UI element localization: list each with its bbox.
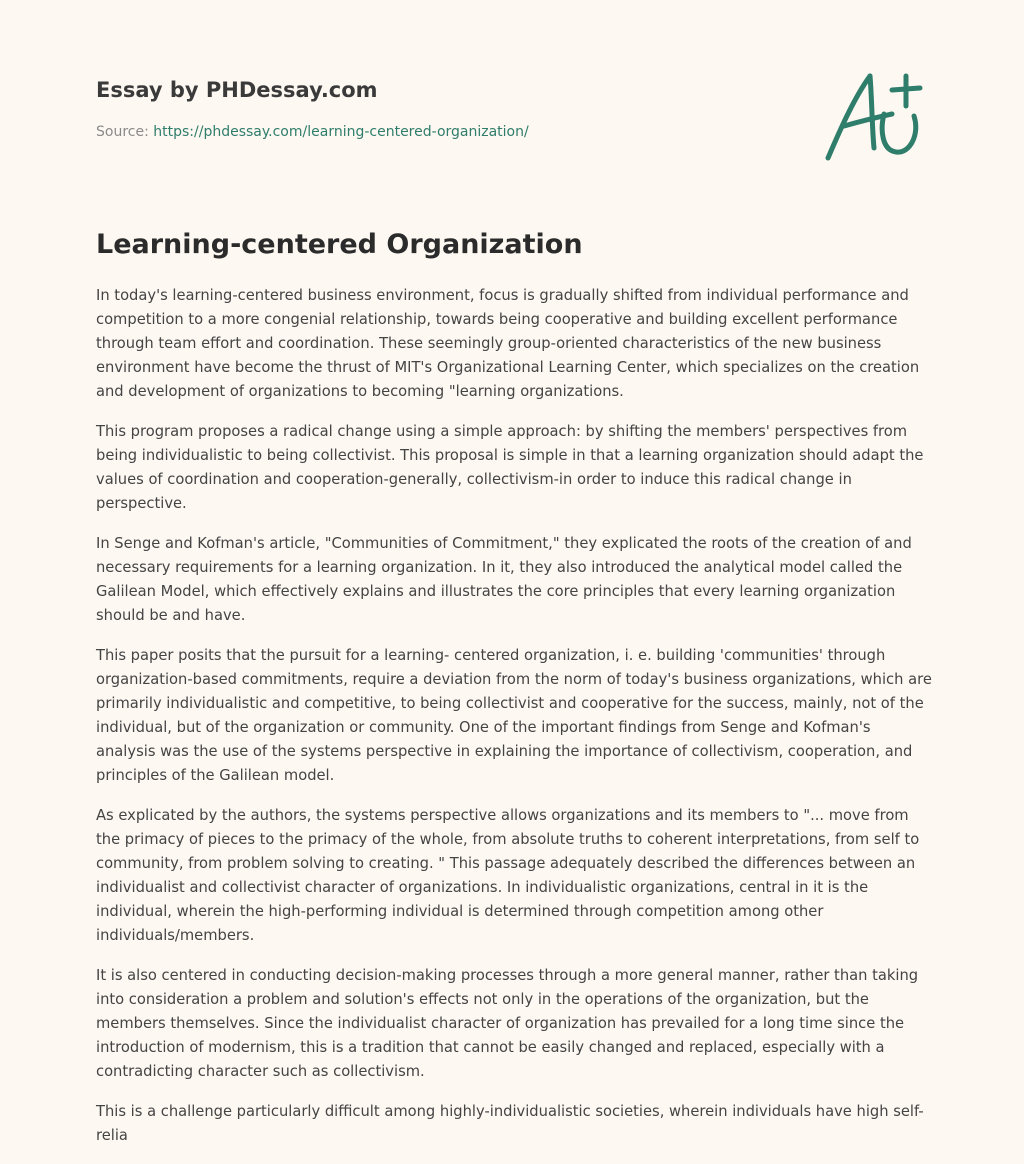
a-plus-logo	[822, 70, 926, 162]
essay-paragraph: In Senge and Kofman's article, "Communities of Commitment," they explicated the roots of the creation of and necessary requirements for a learning organization. In it, they also introduced the analytical model called the Galilean Model, which effectively explains and illustrates the core principles that every learning organization should be and have.	[96, 535, 912, 624]
source-label: Source:	[96, 124, 149, 140]
source-line	[96, 122, 796, 142]
essay-paragraph: In today's learning-centered business environment, focus is gradually shifted from individual performance and competition to a more congenial relationship, towards being cooperative and building excellent performance through team effort and coordination. These seemingly group-oriented characteristics of the new business environment have become the thrust of MIT's Organizational Learning Center, which specializes on the creation and development of organizations to becoming "learning organizations.	[96, 287, 920, 400]
page-header	[96, 76, 796, 142]
essay-paragraph: This is a challenge particularly difficult among highly-individualistic societies, wherein individuals have high self-relia	[96, 1103, 924, 1144]
essay-paragraph: It is also centered in conducting decision-making processes through a more general manner, rather than taking into consideration a problem and solution's effects not only in the operations of the organization, but the members themselves. Since the individualist character of organization has prevailed for a long time since the introduction of modernism, this is a tradition that cannot be easily changed and replaced, especially with a contradicting character such as collectivism.	[96, 967, 919, 1080]
essay-paragraph: This program proposes a radical change using a simple approach: by shifting the members' perspectives from being individualistic to being collectivist. This proposal is simple in that a learning organization should adapt the values of coordination and cooperation-generally, collectivism-in order to induce this radical change in perspective.	[96, 423, 924, 512]
essay-paragraph: As explicated by the authors, the systems perspective allows organizations and its members to "... move from the primacy of pieces to the primacy of the whole, from absolute truths to coherent interpretations, from self to community, from problem solving to creating. " This passage adequately described the differences between an individualist and collectivist character of organizations. In individualistic organizations, central in it is the individual, wherein the high-performing individual is determined through competition among other individuals/members.	[96, 807, 920, 944]
essay-content	[96, 226, 932, 1164]
site-title: Essay by PHDessay.com	[96, 78, 378, 102]
essay-title: Learning-centered Organization	[96, 229, 583, 260]
a-plus-logo-icon	[822, 70, 926, 162]
source-link[interactable]: https://phdessay.com/learning-centered-organization/	[153, 124, 529, 140]
essay-paragraph: This paper posits that the pursuit for a learning- centered organization, i. e. building 'communities' through organization-based commitments, require a deviation from the norm of today's business organizations, which are primarily individualistic and competitive, to being collectivist and cooperative for the success, mainly, not of the individual, but of the organization or community. One of the important findings from Senge and Kofman's analysis was the use of the systems perspective in explaining the importance of collectivism, cooperation, and principles of the Galilean model.	[96, 647, 932, 784]
